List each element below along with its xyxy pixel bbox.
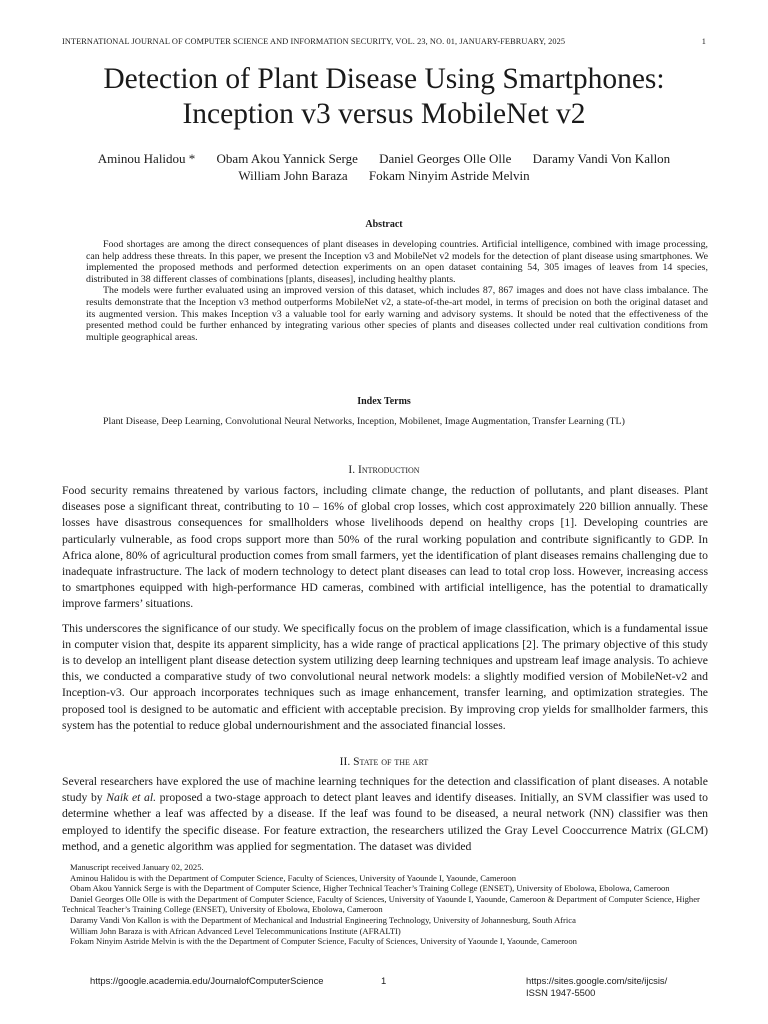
section-heading-state-of-the-art	[0, 756, 768, 768]
journal-header: INTERNATIONAL JOURNAL OF COMPUTER SCIENCE AND INFORMATION SECURITY, VOL. 23, NO. 01, JANUARY-FEBRUARY, 2025	[62, 37, 566, 46]
footnote: Daniel Georges Olle Olle is with the Department of Computer Science, Faculty of Sciences, University of Yaounde I, Yaounde, Cameroon & Department of Computer Science, Higher Technical Teacher’s Training College (ENSET), University of Ebolowa, Ebolowa, Cameroon	[62, 893, 700, 915]
author-name: Daniel Georges Olle Olle	[379, 151, 512, 166]
author-name: William John Baraza	[238, 168, 348, 183]
index-terms-text: Plant Disease, Deep Learning, Convolutional Neural Networks, Inception, Mobilenet, Image Augmentation, Transfer Learning (TL)	[103, 416, 625, 427]
title-line-1: Detection of Plant Disease Using Smartphones:	[103, 63, 665, 95]
text-run: proposed a two-stage approach to detect plant leaves and identify diseases. Initially, an SVM classifier was used to determine whether a leaf was affected by a disease. If the leaf was found to be diseased, a neural network (NN) classifier was then employed to identify the specific disease. For feature extraction, the researchers utilized the Gray Level Cooccurrence Matrix (GLCM) method, and a genetic algorithm was applied for segmentation. The dataset was divided	[62, 791, 708, 853]
section-number: I.	[348, 464, 356, 476]
abstract-heading: Abstract	[365, 219, 403, 230]
citation-author: Naik et al.	[106, 791, 157, 805]
section-number: II.	[339, 756, 351, 768]
page-footer	[0, 975, 768, 1005]
footnote: William John Baraza is with African Advanced Level Telecommunications Institute (AFRALTI)	[70, 925, 401, 936]
header-page-number: 1	[701, 37, 706, 46]
body-paragraph: Food security remains threatened by various factors, including climate change, the reduction of pollutants, and plant diseases. Plant diseases pose a significant threat, contributing to 10 – 16% of global crop losses, which cost approximately 220 billion annually. These losses have disastrous consequences for smallholders whose livelihoods depend on healthy crops [1]. Developing countries are particularly vulnerable, as food crops support more than 50% of the rural working population and contribute significantly to GDP. In Africa alone, 80% of agricultural production comes from small farmers, yet the identification of plant diseases remains challenging due to inadequate infrastructure. The lack of modern technology to detect plant diseases can lead to total crop loss. However, increasing access to smartphones equipped with high-performance HD cameras, combined with artificial intelligence, has the potential to dramatically improve farmers’ situations.	[62, 484, 708, 611]
body-paragraph: This underscores the significance of our study. We specifically focus on the problem of image classification, which is a fundamental issue in computer vision that, despite its apparent simplicity, has a wide range of practical applications [2]. The primary objective of this study is to develop an intelligent plant disease detection system utilizing deep learning techniques and upstream leaf image analysis. To achieve this, we conducted a comparative study of two convolutional neural network models: a slightly modified version of MobileNet-v2 and Inception-v3. Our approach incorporates techniques such as image enhancement, transfer learning, and optimization strategies. The proposed tool is designed to be automatic and efficient with acceptable precision. By improving crop yields for smallholder farmers, this system has the potential to reduce global undernourishment and the associated financial losses.	[62, 621, 708, 732]
abstract-paragraph: Food shortages are among the direct consequences of plant diseases in developing countries. Artificial intelligence, combined with image processing, can help address these threats. In this paper, we present the Inception v3 and MobileNet v2 models for the detection of plant disease using smartphones. We implemented the proposed methods and performed detection experiments on an open dataset containing 54, 305 images of leaves from 14 species, distributed in 38 different classes of combinations [plants, diseases], including healthy plants.	[86, 239, 708, 285]
section-heading-introduction	[0, 464, 768, 476]
author-name: Daramy Vandi Von Kallon	[532, 151, 671, 166]
footer-right	[526, 975, 667, 999]
introduction-body	[62, 483, 708, 734]
author-name: Fokam Ninyim Astride Melvin	[368, 168, 530, 183]
section-title: Introduction	[357, 464, 420, 476]
abstract-paragraph: The models were further evaluated using an improved version of this dataset, which includes 87, 867 images and does not have class imbalance. The results demonstrate that the Inception v3 method outperforms MobileNet v2, a state-of-the-art model, in terms of precision on both the original dataset and its augmented version. This makes Inception v3 a valuable tool for early warning and advisory systems. It should be noted that the effectiveness of the presented method could be further enhanced by integrating various other species of plants and diseases collected under real cultivation conditions from multiple geographical areas.	[86, 285, 708, 343]
footer-site-link[interactable]: https://sites.google.com/site/ijcsis/	[526, 975, 668, 986]
footnote: Manuscript received January 02, 2025.	[70, 862, 204, 872]
footer-page-number: 1	[381, 975, 387, 986]
author-row-1	[40, 150, 728, 167]
footer-issn: ISSN 1947-5500	[526, 987, 596, 998]
footer-journal-link[interactable]: https://google.academia.edu/JournalofComputerScience	[90, 975, 324, 986]
author-list	[40, 150, 728, 184]
state-of-the-art-body	[62, 774, 708, 855]
author-name: Aminou Halidou *	[97, 151, 196, 166]
footnote: Daramy Vandi Von Kallon is with the Department of Mechanical and Industrial Engineering Technology, University of Johannesburg, South Africa	[70, 914, 576, 925]
body-paragraph	[62, 774, 708, 855]
section-title: State of the art	[353, 756, 429, 768]
footnote: Obam Akou Yannick Serge is with the Department of Computer Science, Higher Technical Teacher’s Training College (ENSET), University of Ebolowa, Ebolowa, Cameroon	[70, 883, 670, 894]
paper-title	[40, 62, 728, 132]
author-name: Obam Akou Yannick Serge	[216, 151, 358, 166]
title-line-2: Inception v3 versus MobileNet v2	[182, 98, 586, 130]
text-run: Several researchers have explored the use of machine learning techniques for the detection and classification of plant diseases. A notable study by	[62, 775, 708, 805]
index-terms-heading: Index Terms	[357, 396, 411, 407]
footnotes	[62, 862, 708, 947]
footnote: Fokam Ninyim Astride Melvin is with the the Department of Computer Science, Faculty of Sciences, University of Yaounde I, Yaounde, Cameroon	[70, 936, 577, 947]
footnote: Aminou Halidou is with the Department of Computer Science, Faculty of Sciences, University of Yaounde I, Yaounde, Cameroon	[70, 872, 517, 883]
abstract-body	[86, 239, 708, 343]
author-row-2	[40, 167, 728, 184]
running-head	[62, 37, 706, 46]
index-terms	[86, 416, 708, 429]
